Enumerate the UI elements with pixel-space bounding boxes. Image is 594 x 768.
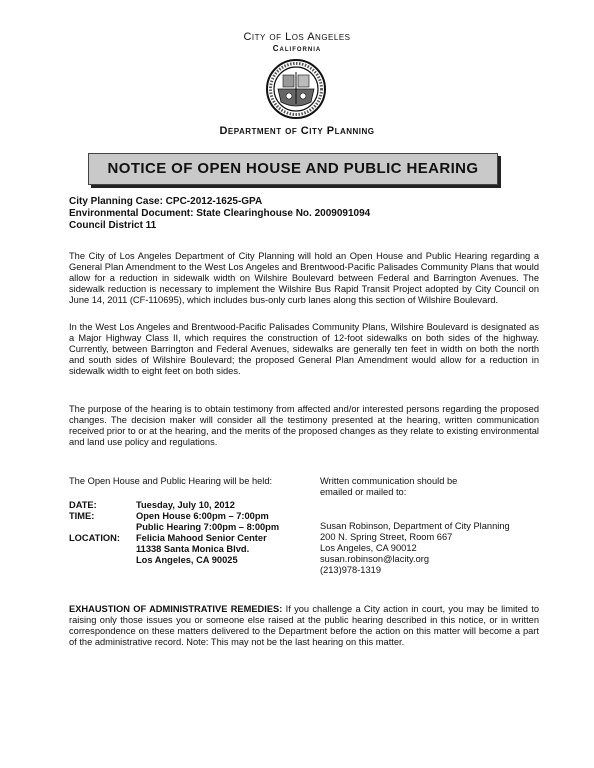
- case-info: [69, 196, 539, 233]
- city-name: City of Los Angeles: [243, 31, 351, 43]
- public-hearing-time: Public Hearing 7:00pm – 8:00pm: [136, 521, 280, 532]
- contact-address-1: 200 N. Spring Street, Room 667: [320, 531, 453, 542]
- location-row: [69, 533, 279, 544]
- remedies-heading: EXHAUSTION OF ADMINISTRATIVE REMEDIES:: [69, 604, 283, 614]
- department-name: Department of City Planning: [219, 125, 375, 137]
- contact-name: Susan Robinson, Department of City Planning: [320, 521, 510, 531]
- remedies-notice: [69, 604, 539, 648]
- case-number: City Planning Case: CPC-2012-1625-GPA: [69, 196, 263, 207]
- contact-email: susan.robinson@lacity.org: [320, 553, 430, 564]
- time-row: [69, 511, 279, 522]
- city-row: [69, 555, 279, 566]
- contact-block: [320, 521, 530, 576]
- council-district: Council District 11: [69, 220, 157, 232]
- paragraph-plans: In the West Los Angeles and Brentwood-Pacific Palisades Community Plans, Wilshire Boulevard is designated as a Major Highway Class II, which requires the construction of 12-foot sidewalks on both sides of the highway. Currently, between Barrington and Federal Avenues, sidewalks are generally ten feet in width on both the north and south sides of Wilshire Boulevard; the proposed General Plan Amendment would allow for a reduction in sidewalk width to eight feet on both sides.: [69, 322, 539, 376]
- street-row: [69, 544, 279, 555]
- city-seal-icon: [265, 58, 327, 120]
- notice-banner: [88, 153, 498, 185]
- written-line-1: Written communication should be: [320, 476, 458, 486]
- notice-title: NOTICE OF OPEN HOUSE AND PUBLIC HEARING: [107, 160, 479, 178]
- paragraph-intro: The City of Los Angeles Department of City Planning will hold an Open House and Public Hearing regarding a General Plan Amendment to the West Los Angeles and Brentwood-Pacific Palisades Community Plans that would allow for a reduction in sidewalk width on Wilshire Boulevard between Federal and Barrington Avenues. The sidewalk reduction is necessary to implement the Wilshire Bus Rapid Transit Project adopted by City Council on June 14, 2011 (CF-110695), which includes bus-only curb lanes along this section of Wilshire Boulevard.: [69, 251, 539, 305]
- written-line-2: emailed or mailed to:: [320, 486, 407, 497]
- venue-city: Los Angeles, CA 90025: [136, 554, 238, 565]
- contact-phone: (213)978-1319: [320, 564, 381, 575]
- environmental-document: Environmental Document: State Clearinghouse No. 2009091094: [69, 208, 371, 220]
- paragraph-purpose: The purpose of the hearing is to obtain testimony from affected and/or interested persons regarding the proposed changes. The decision maker will consider all the testimony presented at the hearing, written communication received prior to or at the hearing, and the merits of the proposed changes as they relate to existing environmental and land use policy and regulations.: [69, 404, 539, 447]
- location-label: LOCATION:: [69, 532, 120, 543]
- date-value: Tuesday, July 10, 2012: [136, 500, 235, 510]
- open-house-time: Open House 6:00pm – 7:00pm: [136, 510, 269, 521]
- time-label: TIME:: [69, 510, 95, 521]
- contact-address-2: Los Angeles, CA 90012: [320, 542, 417, 553]
- public-hearing-row: [69, 522, 279, 533]
- remedies-text: If you challenge a City action in court, you may be limited to raising only those issues you or someone else raised at the public hearing described in this notice, or in written correspondence on these matters delivered to the Department before the action on this matter will become a part of the administrative record. Note: This may not be the last hearing on this matter.: [69, 604, 539, 647]
- venue-street: 11338 Santa Monica Blvd.: [136, 543, 250, 554]
- date-row: [69, 500, 279, 511]
- hearing-intro: The Open House and Public Hearing will be held:: [69, 476, 273, 486]
- date-label: DATE:: [69, 500, 97, 510]
- written-instructions: [320, 476, 520, 498]
- hearing-details: [69, 500, 279, 566]
- state-name: California: [272, 44, 322, 53]
- venue-name: Felicia Mahood Senior Center: [136, 532, 267, 543]
